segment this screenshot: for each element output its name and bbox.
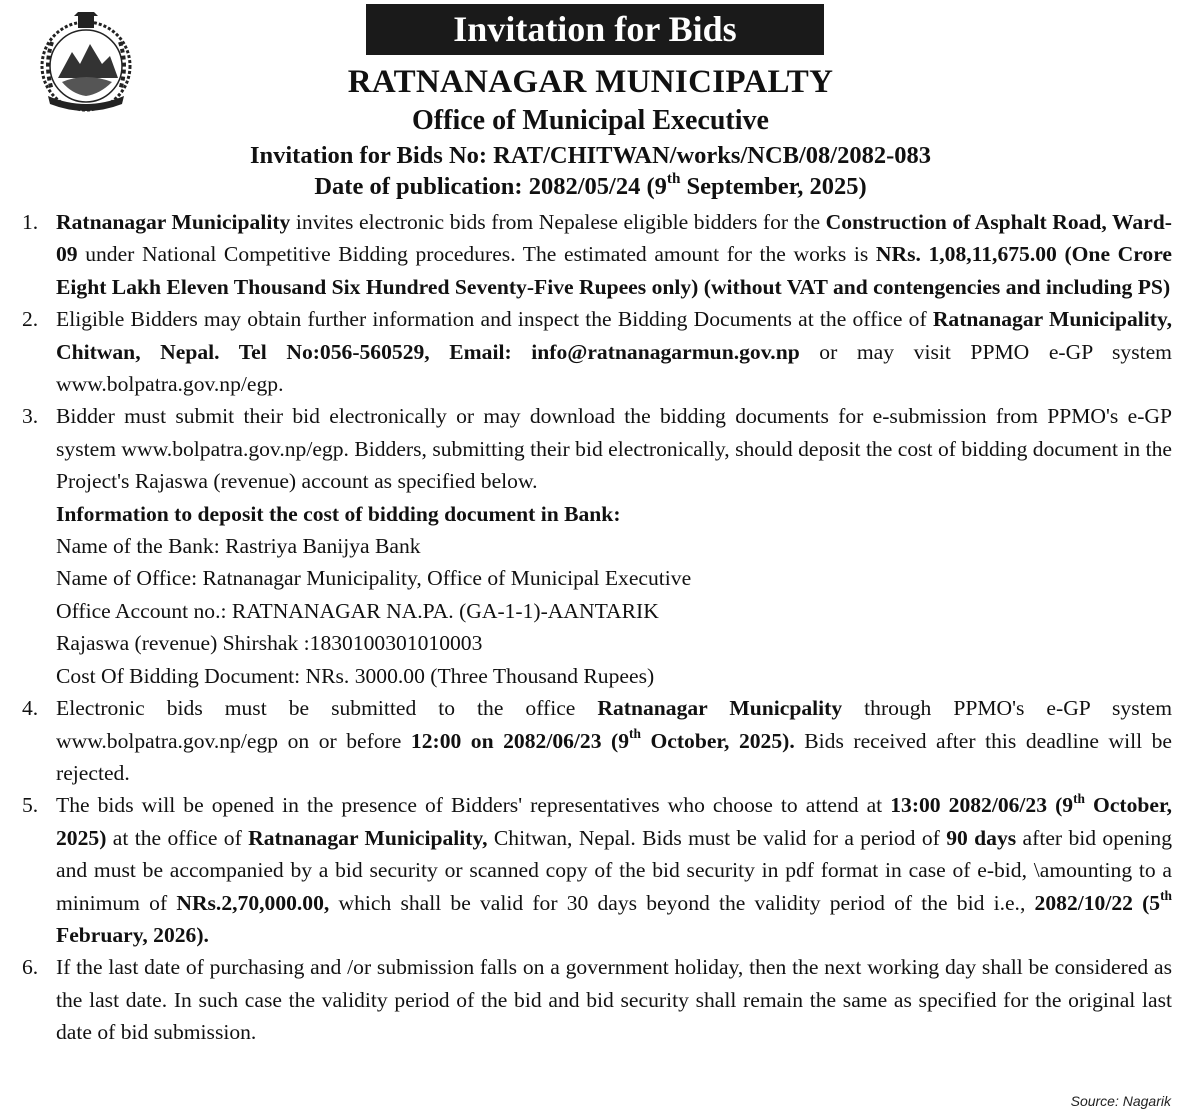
deadline-part: 12:00 on 2082/06/23 (9 <box>410 728 630 753</box>
clause-number: 2. <box>22 307 39 332</box>
bank-name: Name of the Bank: Rastriya Banijya Bank <box>56 534 421 559</box>
clause-6 <box>22 951 1172 1048</box>
ifb-number: RAT/CHITWAN/works/NCB/08/2082-083 <box>493 142 932 169</box>
submission-deadline <box>410 725 795 753</box>
validity-days: 90 days <box>946 825 1017 850</box>
clause-text: Chitwan, Nepal. Bids must be valid for a period of <box>487 825 947 850</box>
ifb-number-line <box>0 142 1181 170</box>
account-number: Office Account no.: RATNANAGAR NA.PA. (GA-1-1)-AANTARIK <box>56 598 659 623</box>
clause-4 <box>22 692 1172 789</box>
revenue-shirshak: Rajaswa (revenue) Shirshak :1830100301010003 <box>56 631 483 656</box>
clause-text: through PPMO's e-GP system www.bolpatra.gov.np/egp on or before <box>56 696 1172 753</box>
clause-text: or may visit PPMO e-GP system www.bolpatra.gov.np/egp. <box>56 339 1172 397</box>
clause-text: If the last date of purchasing and /or submission falls on a government holiday, then the next working day shall be considered as the last date. In such case the validity period of the bid and bid security shall remain the same as specified for the original last date of bid submission. <box>56 955 1172 1045</box>
validity-part: 2082/10/22 (5 <box>1034 890 1161 915</box>
clause-5 <box>22 789 1172 951</box>
office-name: Office of Municipal Executive <box>412 105 769 136</box>
bank-info-heading: Information to deposit the cost of bidding document in Bank: <box>56 501 621 526</box>
clause-number: 3. <box>22 404 39 429</box>
clause-text: under National Competitive Bidding procedures. The estimated amount for the works is <box>77 242 876 267</box>
project-name: Construction of Asphalt Road, Ward-09 <box>56 210 1172 267</box>
municipality-name: RATNANAGAR MUNICIPALTY <box>347 64 834 100</box>
deadline-part: October, 2025). <box>640 728 795 753</box>
office-name-bold: Ratnanagar Municpality <box>597 696 843 721</box>
clause-text: The bids will be opened in the presence of Bidders' representatives who choose to attend at <box>56 793 891 818</box>
opening-part: October, 2025) <box>56 793 1172 850</box>
clause-text: Bidder must submit their bid electronically or may download the bidding documents for e-submission from PPMO's e-GP system www.bolpatra.gov.np/egp. Bidders, submitting their bid electronically, should deposit the cost of bidding document in the Project's Rajaswa (revenue) account as specified below. <box>56 404 1172 494</box>
office-name-bold: Ratnanagar Municipality, <box>248 825 488 850</box>
notice-body <box>22 206 1172 1049</box>
clause-text: which shall be valid for 30 days beyond the validity period of the bid i.e., <box>329 890 1035 915</box>
notice-title: Invitation for Bids <box>453 9 737 49</box>
document-cost: Cost Of Bidding Document: NRs. 3000.00 (Three Thousand Rupees) <box>56 663 655 688</box>
contact-details: Ratnanagar Municipality, Chitwan, Nepal. Tel No:056-560529, Email: info@ratnanagarmun.gov.np <box>56 307 1172 364</box>
clause-number: 6. <box>22 955 39 980</box>
date-ad-rest: September, 2025 <box>686 173 859 200</box>
date-bs: 2082/05/24 <box>528 173 641 200</box>
clause-text-bold: Ratnanagar Municipality <box>56 210 291 234</box>
clause-2 <box>22 303 1172 400</box>
opening-part: 13:00 2082/06/23 (9 <box>890 793 1074 818</box>
opening-suffix: th <box>1073 790 1085 806</box>
estimated-amount: NRs. 1,08,11,675.00 (One Crore Eight Lakh Eleven Thousand Six Hundred Seventy-Five Rupees only) (without VAT and contengencies and including PS) <box>56 242 1172 299</box>
date-ad-suffix: th <box>666 170 681 188</box>
date-label: Date of publication: <box>314 173 523 200</box>
publication-date-line: Date of publication: 2082/05/24 (9th September, 2025) <box>314 170 867 200</box>
source-credit: Source: Nagarik <box>1070 1093 1171 1109</box>
bid-security-amount: NRs.2,70,000.00, <box>176 890 330 915</box>
clause-text: Electronic bids must be submitted to the office <box>56 696 598 721</box>
notice-title-banner <box>366 4 824 55</box>
clause-1 <box>22 206 1172 303</box>
clause-number: 1. <box>22 210 39 234</box>
validity-part: February, 2026). <box>56 922 209 947</box>
clause-text: Eligible Bidders may obtain further information and inspect the Bidding Documents at the office of <box>56 307 933 332</box>
clause-number: 5. <box>22 793 39 818</box>
clause-number: 4. <box>22 696 39 721</box>
date-ad-day: 9 <box>654 173 667 200</box>
ifb-label: Invitation for Bids No: <box>249 142 488 169</box>
clause-text: invites electronic bids from Nepalese eligible bidders for the <box>290 210 826 234</box>
clause-3 <box>22 400 1172 692</box>
clause-text: at the office of <box>106 825 249 850</box>
office-name-line: Name of Office: Ratnanagar Municipality, Office of Municipal Executive <box>56 566 692 591</box>
clause-text: Bids received after this deadline will be rejected. <box>56 728 1172 785</box>
validity-suffix: th <box>1160 888 1172 904</box>
deadline-suffix: th <box>629 725 641 741</box>
clause-text: after bid opening and must be accompanied by a bid security or scanned copy of the bid security in pdf format in case of e-bid, \amounting to a minimum of <box>56 825 1172 915</box>
